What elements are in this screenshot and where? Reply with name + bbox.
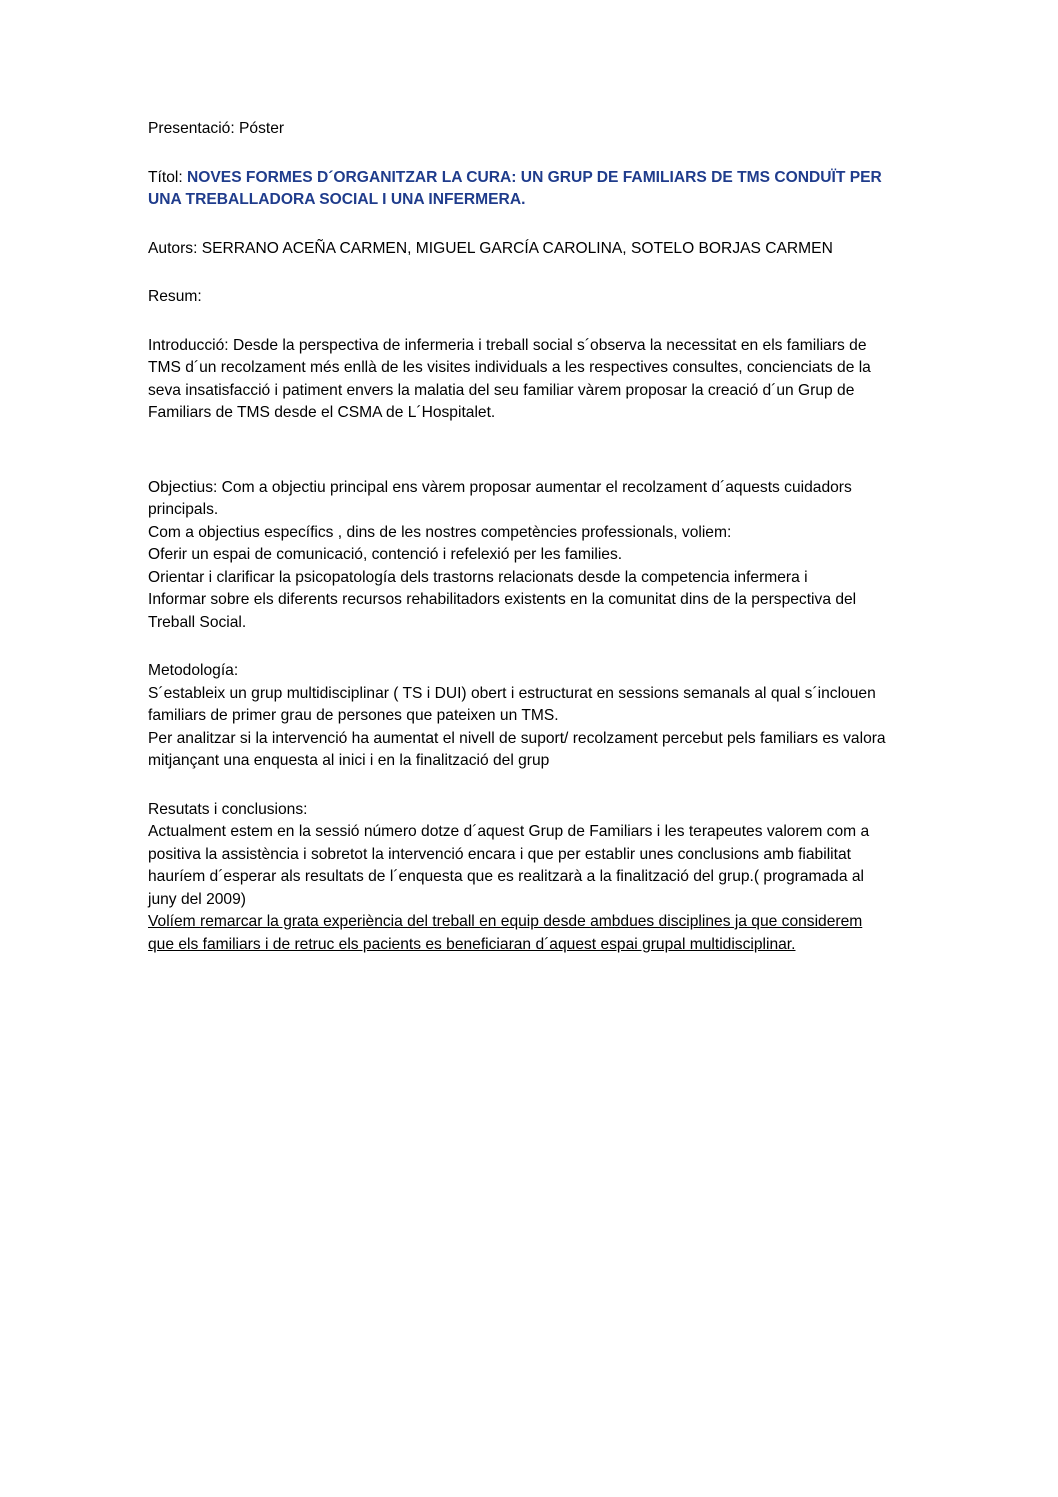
objectives-line-1: Objectius: Com a objectiu principal ens vàrem proposar aumentar el recolzament d´aquests cuidadors principals. xyxy=(148,478,852,518)
objectives-line-5: Informar sobre els diferents recursos rehabilitadors existents en la comunitat dins de la perspectiva del Treball Social. xyxy=(148,591,857,631)
title-label: Títol: xyxy=(148,168,187,186)
results-paragraph: Actualment estem en la sessió número dotze d´aquest Grup de Familiars i les terapeutes valorem com a positiva la assistència i sobretot la intervenció encara i que per establir unes conclusions amb fiabilitat hauríem d´esperar als resultats de l´enquesta que es realitzarà a la finalització del grup.( programada al juny del 2009) xyxy=(148,823,870,908)
document-content xyxy=(148,118,890,956)
spacer xyxy=(148,309,890,335)
methodology-line-1: S´estableix un grup multidisciplinar ( TS i DUI) obert i estructurat en sessions semanals al qual s´inclouen familiars de primer grau de persones que pateixen un TMS. xyxy=(148,684,876,724)
intro-paragraph: Introducció: Desde la perspectiva de infermeria i treball social s´observa la necessitat en els familiars de TMS d´un recolzament més enllà de les visites individuals a les respectives consultes, concienciats de la seva insatisfacció i patiment envers la malatia del seu familiar vàrem proposar la creació d´un Grup de Familiars de TMS desde el CSMA de L´Hospitalet. xyxy=(148,336,871,421)
title-text: NOVES FORMES D´ORGANITZAR LA CURA: UN GRUP DE FAMILIARS DE TMS CONDUÏT PER UNA TREBALLADORA SOCIAL I UNA INFERMERA. xyxy=(148,168,882,208)
spacer xyxy=(148,141,890,167)
spacer xyxy=(148,459,890,477)
presentation-line: Presentació: Póster xyxy=(148,120,285,137)
results-heading: Resutats i conclusions: xyxy=(148,800,308,818)
methodology-line-2: Per analitzar si la intervenció ha aumentat el nivell de suport/ recolzament percebut pels familiars es valora mitjançant una enquesta al inici i en la finalització del grup xyxy=(148,729,886,769)
title-row xyxy=(148,167,890,212)
spacer xyxy=(148,425,890,459)
abstract-label: Resum: xyxy=(148,288,202,305)
results-underlined: Volíem remarcar la grata experiència del treball en equip desde ambdues disciplines ja que considerem que els familiars i de retruc els pacients es beneficiaran d´aquest espai grupal multidisciplinar. xyxy=(148,913,863,953)
authors-line: Autors: SERRANO ACEÑA CARMEN, MIGUEL GARCÍA CAROLINA, SOTELO BORJAS CARMEN xyxy=(148,239,833,257)
objectives-line-3: Oferir un espai de comunicació, contenció i refelexió per les families. xyxy=(148,546,623,563)
spacer xyxy=(148,773,890,799)
spacer xyxy=(148,634,890,660)
spacer xyxy=(148,212,890,238)
methodology-heading: Metodología: xyxy=(148,662,239,679)
spacer xyxy=(148,260,890,286)
objectives-line-2: Com a objectius específics , dins de les nostres competències professionals, voliem: xyxy=(148,523,732,541)
objectives-line-4: Orientar i clarificar la psicopatología dels trastorns relacionats desde la competencia infermera i xyxy=(148,568,808,586)
